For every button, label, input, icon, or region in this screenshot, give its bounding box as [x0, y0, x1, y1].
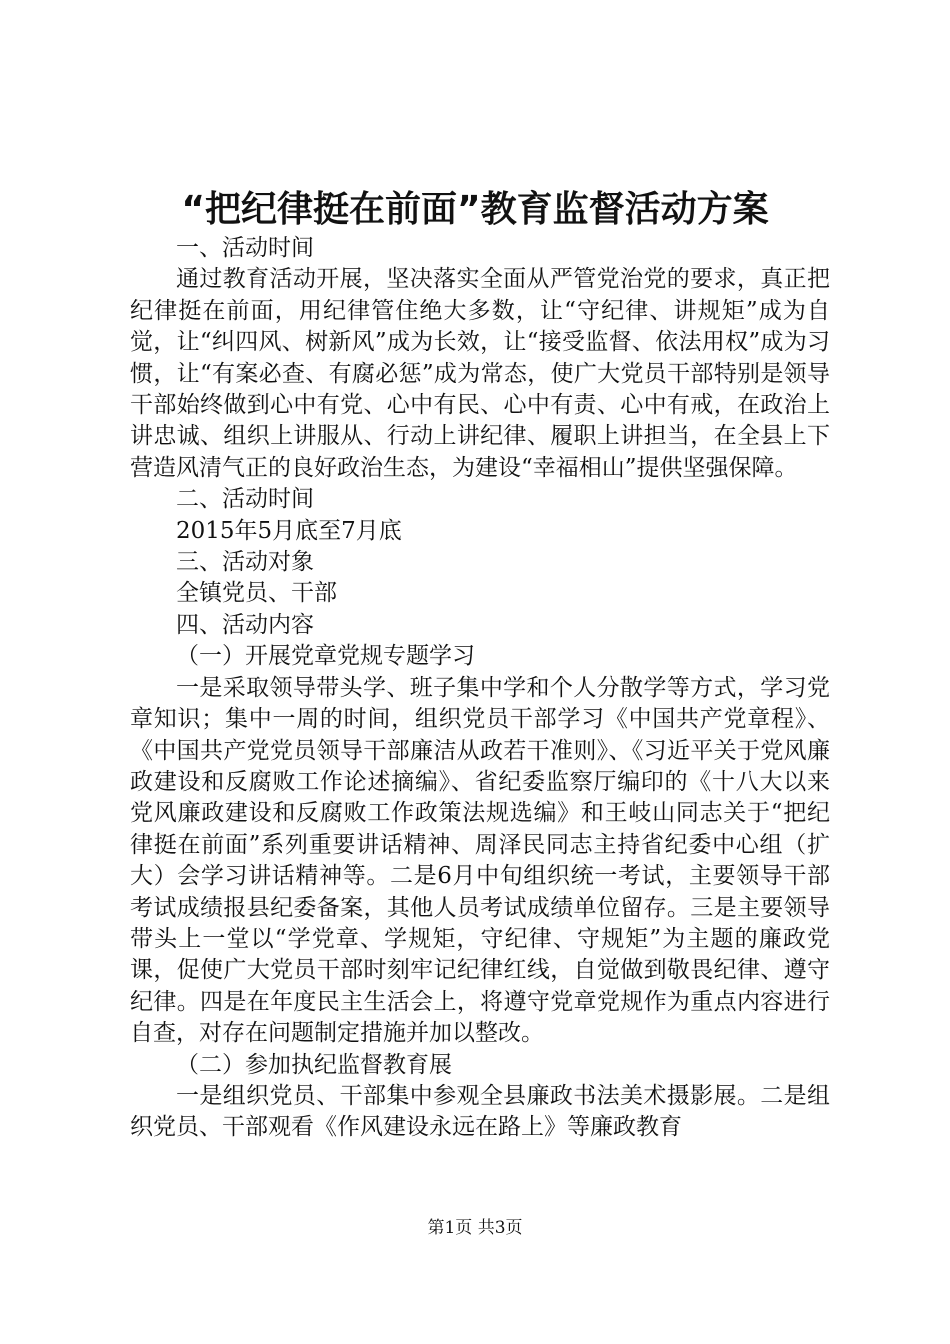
- subsection-paragraph-1: 一是采取领导带头学、班子集中学和个人分散学等方式，学习党章知识；集中一周的时间，组织党员干部学习《中国共产党章程》、《中国共产党党员领导干部廉洁从政若干准则》、《习近平关于党风廉政建设和反腐败工作论述摘编》、省纪委监察厅编印的《十八大以来党风廉政建设和反腐败工作政策法规选编》和王岐山同志关于“把纪律挺在前面”系列重要讲话精神、周泽民同志主持省纪委中心组（扩大）会学习讲话精神等。二是6月中旬组织统一考试，主要领导干部考试成绩报县纪委备案，其他人员考试成绩单位留存。三是主要领导带头上一堂以“学党章、学规矩，守纪律、守规矩”为主题的廉政党课，促使广大党员干部时刻牢记纪律红线，自觉做到敬畏纪律、遵守纪律。四是在年度民主生活会上，将遵守党章党规作为重点内容进行自查，对存在问题制定措施并加以整改。: [130, 674, 830, 1047]
- subsection-heading-2: （二）参加执纪监督教育展: [176, 1051, 452, 1078]
- section-paragraph-3: 全镇党员、干部: [176, 580, 337, 607]
- section-heading-2: 二、活动时间: [176, 486, 314, 513]
- section-paragraph-1: 通过教育活动开展，坚决落实全面从严管党治党的要求，真正把纪律挺在前面，用纪律管住绝大多数，让“守纪律、讲规矩”成为自觉，让“纠四风、树新风”成为长效，让“接受监督、依法用权”成为习惯，让“有案必查、有腐必惩”成为常态，使广大党员干部特别是领导干部始终做到心中有党、心中有民、心中有责、心中有戒，在政治上讲忠诚、组织上讲服从、行动上讲纪律、履职上讲担当，在全县上下营造风清气正的良好政治生态，为建设“幸福相山”提供坚强保障。: [130, 266, 830, 481]
- section-heading-4: 四、活动内容: [176, 611, 314, 638]
- document-title: “把纪律挺在前面”教育监督活动方案: [181, 189, 769, 230]
- section-heading-1: 一、活动时间: [176, 235, 314, 261]
- section-paragraph-2: 2015年5月底至7月底: [176, 517, 402, 544]
- subsection-paragraph-2: 一是组织党员、干部集中参观全县廉政书法美术摄影展。二是组织党员、干部观看《作风建设永远在路上》等廉政教育: [130, 1082, 830, 1141]
- subsection-heading-1: （一）开展党章党规专题学习: [176, 643, 475, 670]
- section-heading-3: 三、活动对象: [176, 549, 314, 576]
- page-number: 第1页 共3页: [427, 1218, 523, 1238]
- document-body: [130, 233, 830, 1144]
